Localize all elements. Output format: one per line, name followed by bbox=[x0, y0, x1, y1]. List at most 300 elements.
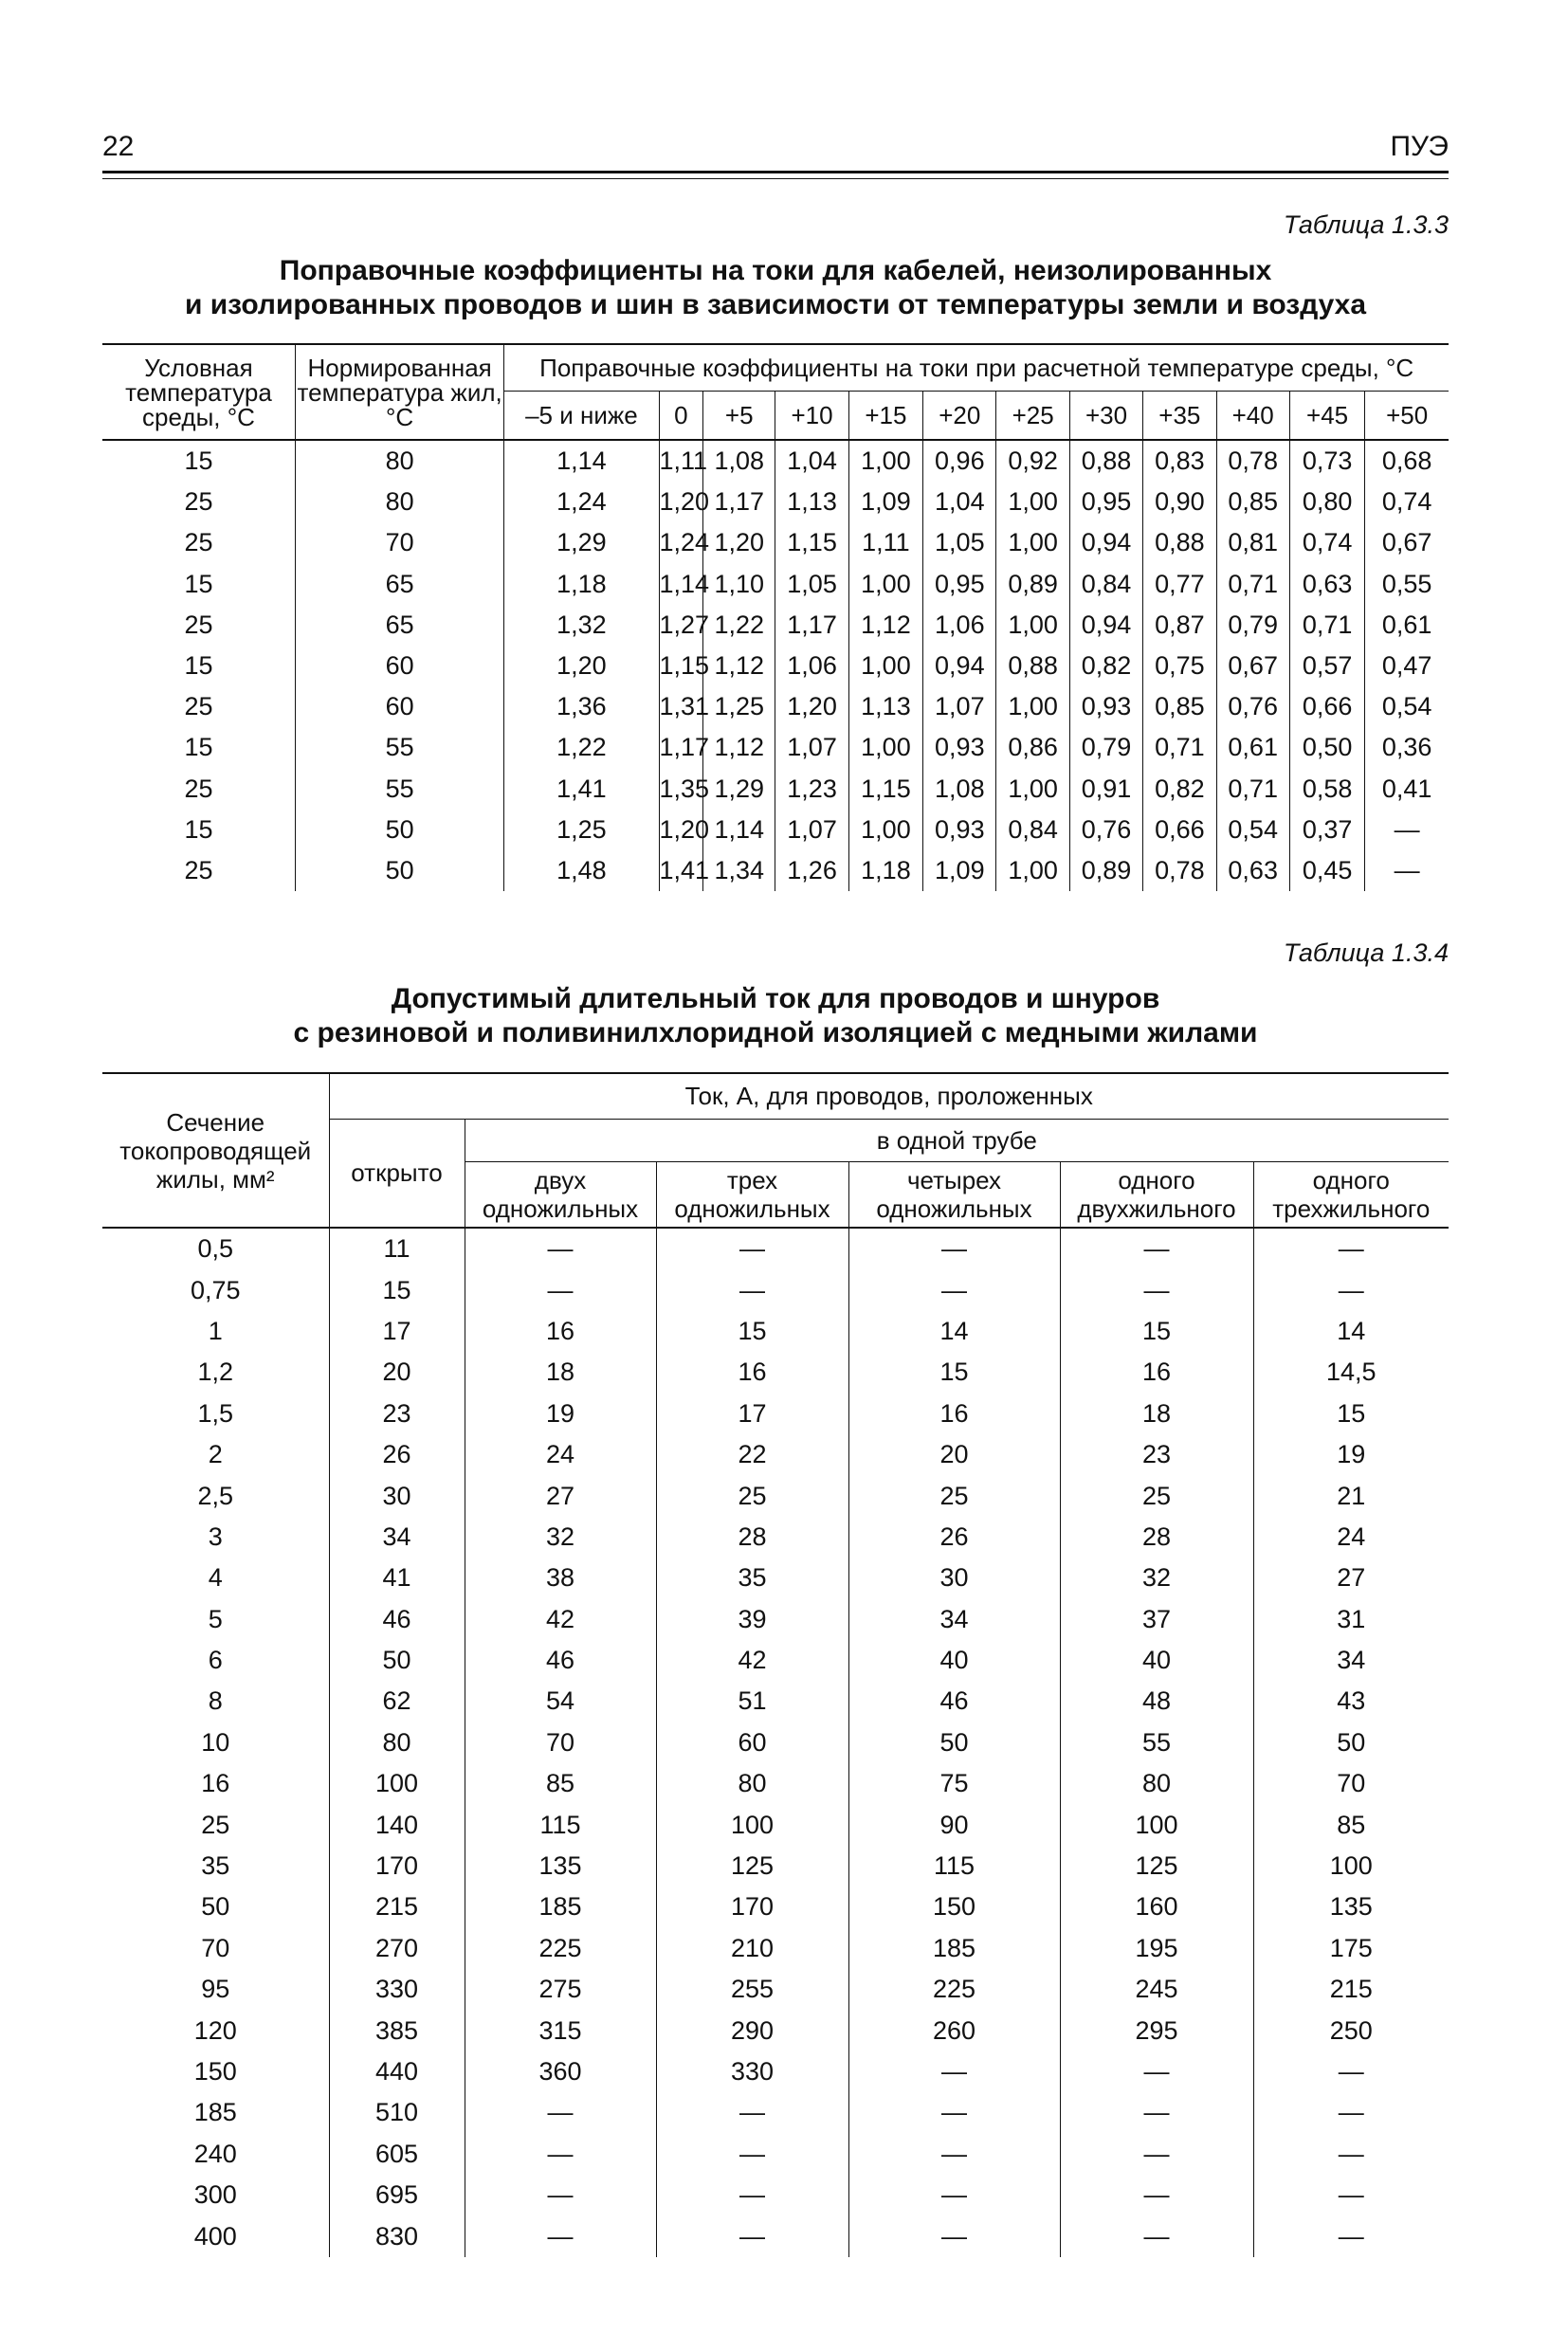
table-cell: 1,15 bbox=[659, 646, 703, 686]
table-cell: — bbox=[656, 2092, 848, 2133]
table-cell: — bbox=[848, 2051, 1060, 2092]
table-cell: 1,09 bbox=[848, 482, 922, 522]
table-cell: 1,32 bbox=[504, 605, 659, 646]
table-cell: 1,13 bbox=[775, 482, 848, 522]
table-cell: 215 bbox=[1253, 1969, 1449, 2010]
table-cell: 1,22 bbox=[703, 605, 775, 646]
table-cell: 1,20 bbox=[775, 686, 848, 727]
table-cell: 34 bbox=[848, 1599, 1060, 1640]
table-cell: 0,91 bbox=[1069, 769, 1142, 810]
table-134-label: Таблица 1.3.4 bbox=[1283, 939, 1449, 967]
table-cell: 0,37 bbox=[1289, 810, 1364, 850]
table-cell: 21 bbox=[1253, 1475, 1449, 1516]
table-cell: 1,18 bbox=[848, 850, 922, 891]
table-cell: 16 bbox=[465, 1311, 656, 1352]
table-cell: 90 bbox=[848, 1804, 1060, 1845]
table-cell: 54 bbox=[465, 1681, 656, 1722]
table-row bbox=[102, 605, 1449, 646]
table-row bbox=[102, 810, 1449, 850]
table-133-title-line2: и изолированных проводов и шин в зависимости от температуры земли и воздуха bbox=[184, 289, 1367, 320]
table-cell: 25 bbox=[184, 487, 213, 517]
table-cell: 0,86 bbox=[996, 727, 1069, 768]
table-cell: 100 bbox=[329, 1763, 465, 1804]
table-cell: 1,12 bbox=[703, 727, 775, 768]
table-cell: 0,88 bbox=[1069, 440, 1142, 482]
table-cell: — bbox=[465, 2092, 656, 2133]
table-cell: 28 bbox=[1060, 1517, 1253, 1558]
table-cell: 15 bbox=[1060, 1311, 1253, 1352]
table-cell: 24 bbox=[1253, 1517, 1449, 1558]
table-cell: 43 bbox=[1253, 1681, 1449, 1722]
table-cell: 1,00 bbox=[848, 440, 922, 482]
table-cell: 38 bbox=[465, 1558, 656, 1598]
table-cell: 0,80 bbox=[1289, 482, 1364, 522]
table-cell: — bbox=[465, 1269, 656, 1310]
table-cell: 0,89 bbox=[996, 564, 1069, 605]
table-row bbox=[102, 2134, 1449, 2175]
table-row bbox=[102, 1228, 1449, 1269]
table-cell: 0,94 bbox=[1069, 522, 1142, 563]
table-cell: 0,57 bbox=[1289, 646, 1364, 686]
table-cell: 1,17 bbox=[775, 605, 848, 646]
table-cell: 14 bbox=[1253, 1311, 1449, 1352]
table-cell: 60 bbox=[295, 686, 503, 727]
table-cell: 25 bbox=[184, 528, 213, 557]
table-cell: 290 bbox=[656, 2010, 848, 2050]
table-cell: 16 bbox=[848, 1394, 1060, 1434]
table-cell: — bbox=[656, 2215, 848, 2256]
table-cell: 34 bbox=[329, 1517, 465, 1558]
col-tube-type bbox=[465, 1162, 656, 1229]
table-cell: 0,81 bbox=[1216, 522, 1289, 563]
table-cell: 170 bbox=[656, 1886, 848, 1927]
table-row bbox=[102, 482, 1449, 522]
table-cell: 42 bbox=[656, 1640, 848, 1681]
table-cell: 1,05 bbox=[923, 522, 996, 563]
table-133-body bbox=[102, 440, 1449, 891]
table-cell: 0,95 bbox=[923, 564, 996, 605]
table-cell: 25 bbox=[184, 774, 213, 803]
table-cell: 160 bbox=[1060, 1886, 1253, 1927]
table-cell: — bbox=[1253, 2051, 1449, 2092]
table-cell: 0,84 bbox=[996, 810, 1069, 850]
table-cell: 1,06 bbox=[775, 646, 848, 686]
table-cell: 250 bbox=[1253, 2010, 1449, 2050]
col-tube-type bbox=[1060, 1162, 1253, 1229]
table-cell: 0,79 bbox=[1216, 605, 1289, 646]
table-cell: 26 bbox=[329, 1434, 465, 1475]
table-cell: 100 bbox=[1060, 1804, 1253, 1845]
table-row bbox=[102, 1804, 1449, 1845]
table-cell: 26 bbox=[848, 1517, 1060, 1558]
table-row bbox=[102, 440, 1449, 482]
table-cell: — bbox=[848, 2134, 1060, 2175]
table-cell: 75 bbox=[848, 1763, 1060, 1804]
table-cell: — bbox=[1060, 2134, 1253, 2175]
col-norm-temp: Нормированная температура жил, °С bbox=[295, 344, 503, 440]
table-134-head bbox=[102, 1073, 1449, 1228]
table-cell: — bbox=[1060, 1228, 1253, 1269]
page-header bbox=[102, 131, 1449, 173]
table-cell: 300 bbox=[193, 2180, 237, 2210]
table-cell: 16 bbox=[201, 1769, 230, 1798]
table-cell: 1,00 bbox=[996, 482, 1069, 522]
table-cell: — bbox=[848, 2092, 1060, 2133]
table-133-title bbox=[102, 254, 1449, 322]
col-tube-type-line1: двух bbox=[534, 1166, 587, 1194]
table-cell: 115 bbox=[465, 1804, 656, 1845]
table-cell: 1,08 bbox=[703, 440, 775, 482]
table-cell: 1 bbox=[208, 1316, 223, 1345]
table-cell: 1,34 bbox=[703, 850, 775, 891]
table-row bbox=[102, 1928, 1449, 1969]
table-cell: — bbox=[1253, 2134, 1449, 2175]
table-cell: 1,24 bbox=[659, 522, 703, 563]
table-row bbox=[102, 1886, 1449, 1927]
table-cell: 25 bbox=[1060, 1475, 1253, 1516]
table-cell: 80 bbox=[329, 1722, 465, 1763]
table-cell: 0,36 bbox=[1365, 727, 1449, 768]
col-tube-type-line2: одножильных bbox=[482, 1194, 639, 1223]
table-cell: 15 bbox=[184, 733, 213, 762]
table-cell: 120 bbox=[193, 2015, 237, 2045]
table-cell: 30 bbox=[329, 1475, 465, 1516]
table-cell: 225 bbox=[465, 1928, 656, 1969]
table-cell: 0,82 bbox=[1069, 646, 1142, 686]
table-cell: — bbox=[465, 1228, 656, 1269]
table-cell: 27 bbox=[1253, 1558, 1449, 1598]
table-cell: 0,84 bbox=[1069, 564, 1142, 605]
table-cell: 8 bbox=[208, 1686, 223, 1716]
col-temp: +25 bbox=[996, 392, 1069, 441]
table-cell: 65 bbox=[295, 564, 503, 605]
table-cell: 1,14 bbox=[504, 440, 659, 482]
table-cell: 40 bbox=[848, 1640, 1060, 1681]
table-cell: — bbox=[1253, 2215, 1449, 2256]
table-cell: 185 bbox=[193, 2098, 237, 2127]
table-cell: 35 bbox=[201, 1851, 230, 1881]
table-cell: 22 bbox=[656, 1434, 848, 1475]
table-cell: 23 bbox=[1060, 1434, 1253, 1475]
table-cell: 1,20 bbox=[703, 522, 775, 563]
table-cell: 1,22 bbox=[504, 727, 659, 768]
table-cell: 1,5 bbox=[197, 1398, 234, 1428]
table-row bbox=[102, 1722, 1449, 1763]
table-cell: — bbox=[1253, 1228, 1449, 1269]
table-cell: 60 bbox=[656, 1722, 848, 1763]
table-cell: 1,23 bbox=[775, 769, 848, 810]
col-tube-type-line2: трехжильного bbox=[1272, 1194, 1431, 1223]
table-cell: 32 bbox=[1060, 1558, 1253, 1598]
table-133-label: Таблица 1.3.3 bbox=[1283, 210, 1449, 239]
table-row bbox=[102, 2010, 1449, 2050]
table-cell: 20 bbox=[329, 1352, 465, 1393]
table-cell: 0,58 bbox=[1289, 769, 1364, 810]
table-cell: 41 bbox=[329, 1558, 465, 1598]
table-cell: 1,14 bbox=[659, 564, 703, 605]
table-cell: 50 bbox=[848, 1722, 1060, 1763]
table-cell: 25 bbox=[184, 692, 213, 721]
table-cell: 150 bbox=[848, 1886, 1060, 1927]
col-tube-type-line1: одного bbox=[1312, 1166, 1390, 1194]
table-cell: — bbox=[1365, 850, 1449, 891]
table-cell: 1,07 bbox=[775, 810, 848, 850]
table-cell: 0,79 bbox=[1069, 727, 1142, 768]
col-tube-type-line1: трех bbox=[726, 1166, 778, 1194]
table-cell: 50 bbox=[329, 1640, 465, 1681]
table-133 bbox=[102, 343, 1449, 891]
table-cell: 30 bbox=[848, 1558, 1060, 1598]
col-temp: 0 bbox=[659, 392, 703, 441]
table-cell: 150 bbox=[193, 2057, 237, 2086]
table-cell: 225 bbox=[848, 1969, 1060, 2010]
table-row bbox=[102, 2092, 1449, 2133]
table-cell: — bbox=[1253, 1269, 1449, 1310]
table-cell: — bbox=[465, 2134, 656, 2175]
table-cell: 15 bbox=[184, 447, 213, 476]
table-cell: 25 bbox=[201, 1810, 230, 1839]
table-cell: 0,76 bbox=[1069, 810, 1142, 850]
table-cell: 1,07 bbox=[923, 686, 996, 727]
table-cell: 31 bbox=[1253, 1599, 1449, 1640]
col-temp: +30 bbox=[1069, 392, 1142, 441]
table-cell: 260 bbox=[848, 2010, 1060, 2050]
col-section-line2: токопроводящей bbox=[119, 1136, 312, 1165]
table-row bbox=[102, 2051, 1449, 2092]
table-cell: 0,88 bbox=[996, 646, 1069, 686]
table-cell: 1,13 bbox=[848, 686, 922, 727]
table-cell: 1,29 bbox=[504, 522, 659, 563]
table-cell: 0,96 bbox=[923, 440, 996, 482]
table-cell: 0,94 bbox=[923, 646, 996, 686]
table-cell: 0,75 bbox=[1143, 646, 1216, 686]
table-cell: 0,67 bbox=[1365, 522, 1449, 563]
table-cell: 0,87 bbox=[1143, 605, 1216, 646]
table-cell: 1,25 bbox=[703, 686, 775, 727]
table-cell: 85 bbox=[1253, 1804, 1449, 1845]
table-row bbox=[102, 1269, 1449, 1310]
table-cell: 270 bbox=[329, 1928, 465, 1969]
table-cell: 15 bbox=[656, 1311, 848, 1352]
table-cell: — bbox=[465, 2215, 656, 2256]
table-cell: 19 bbox=[1253, 1434, 1449, 1475]
table-cell: 1,48 bbox=[504, 850, 659, 891]
table-cell: 210 bbox=[656, 1928, 848, 1969]
table-cell: 0,83 bbox=[1143, 440, 1216, 482]
table-row bbox=[102, 727, 1449, 768]
col-tube-type-line1: одного bbox=[1118, 1166, 1195, 1194]
table-cell: 25 bbox=[184, 610, 213, 639]
col-temp: +15 bbox=[848, 392, 922, 441]
table-cell: 70 bbox=[201, 1933, 230, 1962]
table-cell: 0,95 bbox=[1069, 482, 1142, 522]
table-cell: 80 bbox=[295, 482, 503, 522]
table-cell: 55 bbox=[1060, 1722, 1253, 1763]
table-cell: 1,41 bbox=[504, 769, 659, 810]
table-row bbox=[102, 1475, 1449, 1516]
table-cell: 1,00 bbox=[848, 564, 922, 605]
table-cell: 0,93 bbox=[923, 727, 996, 768]
table-cell: 185 bbox=[465, 1886, 656, 1927]
table-cell: 1,06 bbox=[923, 605, 996, 646]
table-cell: 6 bbox=[208, 1646, 223, 1675]
table-cell: 0,73 bbox=[1289, 440, 1364, 482]
table-cell: 25 bbox=[848, 1475, 1060, 1516]
table-cell: 39 bbox=[656, 1599, 848, 1640]
header-rule bbox=[102, 171, 1449, 173]
table-cell: 100 bbox=[656, 1804, 848, 1845]
table-cell: 46 bbox=[465, 1640, 656, 1681]
table-cell: 0,71 bbox=[1143, 727, 1216, 768]
table-134-title-line1: Допустимый длительный ток для проводов и шнуров bbox=[391, 983, 1160, 1014]
table-cell: 0,41 bbox=[1365, 769, 1449, 810]
table-cell: 0,85 bbox=[1143, 686, 1216, 727]
col-tube-type bbox=[656, 1162, 848, 1229]
table-cell: 240 bbox=[193, 2139, 237, 2168]
table-cell: 330 bbox=[656, 2051, 848, 2092]
table-cell: 34 bbox=[1253, 1640, 1449, 1681]
table-134 bbox=[102, 1072, 1449, 2257]
table-cell: 70 bbox=[1253, 1763, 1449, 1804]
table-cell: 15 bbox=[184, 814, 213, 844]
table-cell: 32 bbox=[465, 1517, 656, 1558]
table-cell: 330 bbox=[329, 1969, 465, 2010]
table-cell: 55 bbox=[295, 769, 503, 810]
table-cell: 80 bbox=[295, 440, 503, 482]
table-cell: 0,76 bbox=[1216, 686, 1289, 727]
table-cell: 0,54 bbox=[1365, 686, 1449, 727]
table-cell: 1,11 bbox=[848, 522, 922, 563]
table-cell: 115 bbox=[848, 1846, 1060, 1886]
table-cell: 0,78 bbox=[1216, 440, 1289, 482]
table-cell: 60 bbox=[295, 646, 503, 686]
table-cell: 95 bbox=[201, 1975, 230, 2004]
table-cell: 15 bbox=[329, 1269, 465, 1310]
table-cell: 275 bbox=[465, 1969, 656, 2010]
table-cell: 40 bbox=[1060, 1640, 1253, 1681]
table-cell: 0,66 bbox=[1289, 686, 1364, 727]
table-cell: 1,05 bbox=[775, 564, 848, 605]
table-row bbox=[102, 1640, 1449, 1681]
table-cell: 15 bbox=[184, 569, 213, 598]
table-cell: 50 bbox=[295, 850, 503, 891]
table-cell: 1,35 bbox=[659, 769, 703, 810]
table-cell: 35 bbox=[656, 1558, 848, 1598]
table-cell: 0,45 bbox=[1289, 850, 1364, 891]
table-cell: 50 bbox=[1253, 1722, 1449, 1763]
table-cell: 170 bbox=[329, 1846, 465, 1886]
col-temp: +50 bbox=[1365, 392, 1449, 441]
table-cell: 385 bbox=[329, 2010, 465, 2050]
page-number: 22 bbox=[102, 131, 135, 162]
table-cell: 1,27 bbox=[659, 605, 703, 646]
table-row bbox=[102, 1352, 1449, 1393]
table-cell: 14 bbox=[848, 1311, 1060, 1352]
col-temp: +5 bbox=[703, 392, 775, 441]
col-tube-type bbox=[848, 1162, 1060, 1229]
table-cell: 1,15 bbox=[775, 522, 848, 563]
table-cell: — bbox=[848, 1228, 1060, 1269]
table-cell: 14,5 bbox=[1253, 1352, 1449, 1393]
table-cell: 1,12 bbox=[703, 646, 775, 686]
table-cell: 15 bbox=[1253, 1394, 1449, 1434]
table-row bbox=[102, 1311, 1449, 1352]
table-cell: 1,04 bbox=[923, 482, 996, 522]
table-cell: 17 bbox=[656, 1394, 848, 1434]
col-tube-type-line2: одножильных bbox=[674, 1194, 830, 1223]
table-cell: 1,00 bbox=[996, 769, 1069, 810]
table-cell: 1,2 bbox=[197, 1358, 234, 1387]
table-cell: 295 bbox=[1060, 2010, 1253, 2050]
table-cell: — bbox=[848, 2175, 1060, 2215]
table-cell: 255 bbox=[656, 1969, 848, 2010]
table-cell: 17 bbox=[329, 1311, 465, 1352]
table-cell: 37 bbox=[1060, 1599, 1253, 1640]
table-cell: 1,07 bbox=[775, 727, 848, 768]
table-cell: 46 bbox=[848, 1681, 1060, 1722]
table-cell: 62 bbox=[329, 1681, 465, 1722]
col-tube-type bbox=[1253, 1162, 1449, 1229]
col-tube-type-line2: двухжильного bbox=[1077, 1194, 1236, 1223]
table-cell: 1,04 bbox=[775, 440, 848, 482]
table-cell: 80 bbox=[656, 1763, 848, 1804]
table-row bbox=[102, 2175, 1449, 2215]
table-cell: 0,78 bbox=[1143, 850, 1216, 891]
table-cell: 360 bbox=[465, 2051, 656, 2092]
table-cell: — bbox=[1060, 2175, 1253, 2215]
table-cell: 0,94 bbox=[1069, 605, 1142, 646]
table-cell: 140 bbox=[329, 1804, 465, 1845]
table-cell: 0,75 bbox=[190, 1275, 241, 1304]
col-env-temp: Условная температура среды, °С bbox=[125, 353, 272, 431]
table-cell: 1,20 bbox=[659, 482, 703, 522]
table-cell: 0,93 bbox=[923, 810, 996, 850]
table-cell: 65 bbox=[295, 605, 503, 646]
table-cell: 0,5 bbox=[197, 1234, 234, 1264]
table-cell: 0,47 bbox=[1365, 646, 1449, 686]
table-cell: 4 bbox=[208, 1563, 223, 1593]
table-cell: 0,67 bbox=[1216, 646, 1289, 686]
col-section-line3: жилы, мм² bbox=[155, 1164, 275, 1194]
table-cell: 185 bbox=[848, 1928, 1060, 1969]
table-cell: 1,26 bbox=[775, 850, 848, 891]
table-cell: 15 bbox=[184, 651, 213, 681]
table-row bbox=[102, 1681, 1449, 1722]
table-cell: 215 bbox=[329, 1886, 465, 1927]
table-cell: — bbox=[1253, 2175, 1449, 2215]
table-cell: 1,08 bbox=[923, 769, 996, 810]
col-tube-type-line2: одножильных bbox=[876, 1194, 1032, 1223]
table-cell: — bbox=[1365, 810, 1449, 850]
table-cell: 1,29 bbox=[703, 769, 775, 810]
table-cell: 830 bbox=[329, 2215, 465, 2256]
header-rule-thin bbox=[102, 178, 1449, 179]
table-134-title bbox=[102, 982, 1449, 1050]
table-cell: 1,36 bbox=[504, 686, 659, 727]
table-cell: 18 bbox=[1060, 1394, 1253, 1434]
table-cell: — bbox=[1060, 2215, 1253, 2256]
table-cell: 125 bbox=[1060, 1846, 1253, 1886]
table-cell: 1,17 bbox=[703, 482, 775, 522]
table-cell: 0,89 bbox=[1069, 850, 1142, 891]
table-cell: 42 bbox=[465, 1599, 656, 1640]
table-cell: 0,74 bbox=[1289, 522, 1364, 563]
col-section bbox=[102, 1073, 329, 1228]
table-cell: 0,82 bbox=[1143, 769, 1216, 810]
table-cell: 0,88 bbox=[1143, 522, 1216, 563]
table-cell: — bbox=[1060, 2092, 1253, 2133]
table-cell: 135 bbox=[465, 1846, 656, 1886]
